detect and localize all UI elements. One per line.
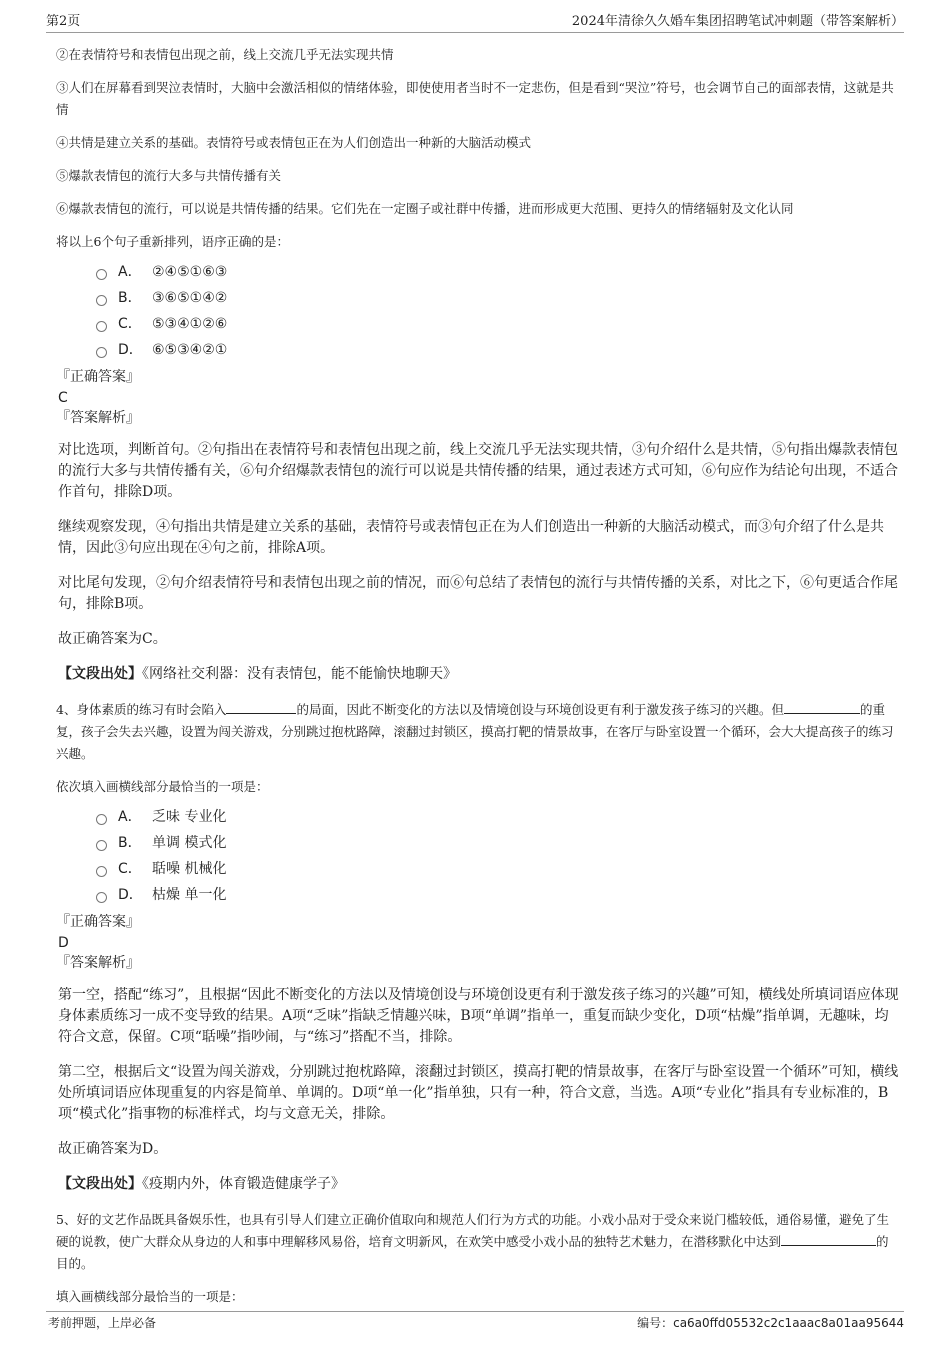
option-c[interactable] bbox=[96, 311, 900, 337]
stem-part: 5、好的文艺作品既具备娱乐性，也具有引导人们建立正确价值取向和规范人们行为方式的功能。小戏小品对于受众来说门槛较低，通俗易懂，避免了生硬的说教，使广大群众从身边的人和事中理解移风易俗，培育文明新风，在欢笑中感受小戏小品的独特艺术魅力，在潜移默化中达到 bbox=[56, 1212, 889, 1249]
option-letter: C． bbox=[118, 861, 142, 877]
fill-blank bbox=[781, 1232, 876, 1246]
analysis-paragraph: 对比选项，判断首句。②句指出在表情符号和表情包出现之前，线上交流几乎无法实现共情，③句介绍什么是共情，⑤句指出爆款表情包的流行大多与共情传播有关，⑥句介绍爆款表情包的流行可以说是共情传播的结果，通过表述方式可知，⑥句应作为结论句出现，不适合作首句，排除D项。 bbox=[58, 442, 898, 500]
stem-part: 的局面，因此不断变化的方法以及情境创设与环境创设更有利于激发孩子练习的兴趣。但 bbox=[296, 702, 784, 717]
radio-icon[interactable] bbox=[96, 295, 107, 306]
analysis-conclusion: 故正确答案为C。 bbox=[58, 631, 167, 647]
correct-answer: C bbox=[58, 390, 68, 406]
code-label: 编号： bbox=[637, 1316, 674, 1330]
radio-icon[interactable] bbox=[96, 892, 107, 903]
option-letter: C． bbox=[118, 316, 142, 332]
fill-blank bbox=[784, 700, 860, 714]
stem-part: 的重复，孩子会失去兴趣，设置为闯关游戏，分别跳过抱枕路障，滚翻过封锁区，摸高打靶的情景故事，在客厅与卧室设置一个循环，会大大提高孩子的练习兴趣。 bbox=[56, 702, 894, 761]
sentence-2: ②在表情符号和表情包出现之前，线上交流几乎无法实现共情 bbox=[56, 47, 394, 62]
source-title: 《网络社交利器：没有表情包，能不能愉快地聊天》 bbox=[142, 666, 457, 682]
source-label: 【文段出处】 bbox=[58, 666, 142, 682]
page-footer bbox=[46, 1311, 904, 1334]
question-prompt: 填入画横线部分最恰当的一项是： bbox=[56, 1289, 244, 1304]
option-letter: D． bbox=[118, 342, 143, 358]
analysis-paragraph: 第二空，根据后文“设置为闯关游戏，分别跳过抱枕路障，滚翻过封锁区，摸高打靶的情景故事，在客厅与卧室设置一个循环”可知，横线处所填词语应体现重复的内容是简单、单调的。D项“单一化”指单独，只有一种，符合文意，当选。A项“专业化”指具有专业标准的，B项“模式化”指事物的标准样式，均与文意无关，排除。 bbox=[58, 1064, 899, 1122]
option-text: 单调 模式化 bbox=[152, 835, 227, 851]
sentence-5: ⑤爆款表情包的流行大多与共情传播有关 bbox=[56, 168, 282, 183]
option-letter: A． bbox=[118, 264, 142, 280]
analysis-paragraph: 对比尾句发现，②句介绍表情符号和表情包出现之前的情况，而⑥句总结了表情包的流行与共情传播的关系，对比之下，⑥句更适合作尾句，排除B项。 bbox=[58, 575, 898, 612]
source-line bbox=[56, 1174, 900, 1195]
radio-icon[interactable] bbox=[96, 269, 107, 280]
options-list bbox=[96, 259, 900, 363]
source-label: 【文段出处】 bbox=[58, 1176, 142, 1192]
option-d[interactable] bbox=[96, 882, 900, 908]
option-text: 聒噪 机械化 bbox=[152, 861, 227, 877]
option-letter: A． bbox=[118, 809, 142, 825]
stem-part: 4、身体素质的练习有时会陷入 bbox=[56, 702, 227, 717]
radio-icon[interactable] bbox=[96, 840, 107, 851]
radio-icon[interactable] bbox=[96, 814, 107, 825]
option-a[interactable] bbox=[96, 804, 900, 830]
option-letter: B． bbox=[118, 835, 142, 851]
question-prompt: 将以上6个句子重新排列，语序正确的是： bbox=[56, 234, 289, 249]
analysis-paragraph: 继续观察发现，④句指出共情是建立关系的基础，表情符号或表情包正在为人们创造出一种新的大脑活动模式，而③句介绍了什么是共情，因此③句应出现在④句之前，排除A项。 bbox=[58, 519, 884, 556]
analysis-paragraph: 第一空，搭配“练习”，且根据“因此不断变化的方法以及情境创设与环境创设更有利于激发孩子练习的兴趣”可知，横线处所填词语应体现身体素质练习一成不变导致的结果。A项“乏味”指缺乏情趣兴味，B项“单调”指单一，重复而缺少变化，D项“枯燥”指单调，无趣味，均符合文意，保留。C项“聒噪”指吵闹，与“练习”搭配不当，排除。 bbox=[58, 987, 899, 1045]
option-text: ⑥⑤③④②① bbox=[152, 342, 228, 358]
sentence-6: ⑥爆款表情包的流行，可以说是共情传播的结果。它们先在一定圈子或社群中传播，进而形成更大范围、更持久的情绪辐射及文化认同 bbox=[56, 201, 794, 216]
option-c[interactable] bbox=[96, 856, 900, 882]
question-prompt: 依次填入画横线部分最恰当的一项是： bbox=[56, 779, 269, 794]
fill-blank bbox=[226, 700, 296, 714]
option-text: ②④⑤①⑥③ bbox=[152, 264, 228, 280]
question-4-stem bbox=[56, 699, 900, 765]
footer-slogan: 考前押题，上岸必备 bbox=[48, 1316, 157, 1330]
option-b[interactable] bbox=[96, 285, 900, 311]
analysis-label: 『答案解析』 bbox=[56, 410, 140, 426]
option-text: ⑤③④①②⑥ bbox=[152, 316, 228, 332]
options-list bbox=[96, 804, 900, 908]
option-text: 乏味 专业化 bbox=[152, 809, 227, 825]
sentence-4: ④共情是建立关系的基础。表情符号或表情包正在为人们创造出一种新的大脑活动模式 bbox=[56, 135, 532, 150]
document-title: 2024年清徐久久婚车集团招聘笔试冲刺题（带答案解析） bbox=[571, 14, 904, 29]
code-value: ca6a0ffd05532c2c1aaac8a01aa95644 bbox=[673, 1316, 904, 1330]
option-a[interactable] bbox=[96, 259, 900, 285]
page-content bbox=[56, 44, 900, 1308]
sentence-3: ③人们在屏幕看到哭泣表情时，大脑中会激活相似的情绪体验，即使使用者当时不一定悲伤，但是看到“哭泣”符号，也会调节自己的面部表情，这就是共情 bbox=[56, 80, 894, 117]
radio-icon[interactable] bbox=[96, 321, 107, 332]
page-header bbox=[46, 12, 904, 33]
correct-answer-label: 『正确答案』 bbox=[56, 914, 140, 930]
option-d[interactable] bbox=[96, 337, 900, 363]
source-line bbox=[56, 664, 900, 685]
radio-icon[interactable] bbox=[96, 347, 107, 358]
option-text: ③⑥⑤①④② bbox=[152, 290, 228, 306]
option-letter: D． bbox=[118, 887, 143, 903]
option-letter: B． bbox=[118, 290, 142, 306]
document-code bbox=[637, 1312, 904, 1334]
correct-answer-label: 『正确答案』 bbox=[56, 369, 140, 385]
source-title: 《疫期内外，体育锻造健康学子》 bbox=[142, 1176, 345, 1192]
correct-answer: D bbox=[58, 935, 69, 951]
analysis-conclusion: 故正确答案为D。 bbox=[58, 1141, 168, 1157]
page-number: 第2页 bbox=[46, 14, 81, 29]
analysis-label: 『答案解析』 bbox=[56, 955, 140, 971]
option-b[interactable] bbox=[96, 830, 900, 856]
question-5-stem bbox=[56, 1209, 900, 1275]
option-text: 枯燥 单一化 bbox=[152, 887, 227, 903]
radio-icon[interactable] bbox=[96, 866, 107, 877]
stem-part: 的目的。 bbox=[56, 1234, 889, 1271]
